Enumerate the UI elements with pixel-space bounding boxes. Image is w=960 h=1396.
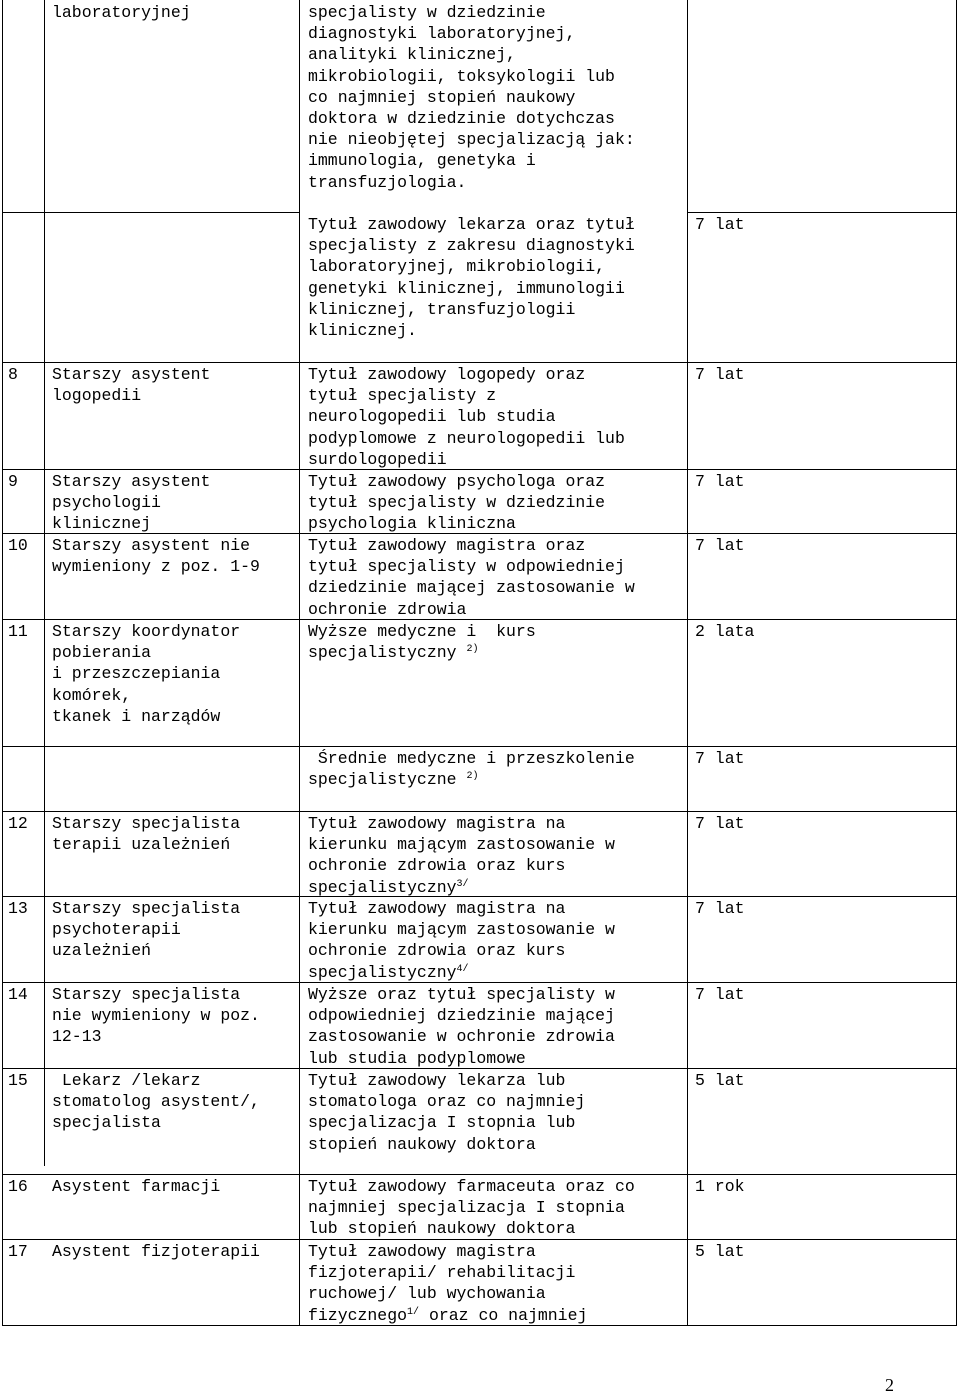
position-cell: Starszy koordynator pobierania i przeszczepiania komórek, tkanek i narządów bbox=[52, 622, 241, 726]
experience-cell: 1 rok bbox=[695, 1177, 745, 1196]
qualification-cell: Tytuł zawodowy magistra fizjoterapii/ rehabilitacji ruchowej/ lub wychowania fizycznego$^{1/}$ oraz co najmniej bbox=[308, 1242, 588, 1325]
experience-cell: 2 lata bbox=[695, 622, 755, 641]
position-cell: Asystent fizjoterapii bbox=[52, 1242, 260, 1261]
row-number: 13 bbox=[8, 899, 28, 918]
qualification-cell: Tytuł zawodowy magistra na kierunku mającym zastosowanie w ochronie zdrowia oraz kurs specjalistyczny$^{4/}$ bbox=[308, 899, 615, 982]
row-number: 10 bbox=[8, 536, 28, 555]
experience-cell: 5 lat bbox=[695, 1071, 745, 1090]
page-number: 2 bbox=[885, 1375, 894, 1395]
position-cell: Starszy asystent psychologii klinicznej bbox=[52, 472, 211, 534]
position-cell: Starszy asystent logopedii bbox=[52, 365, 211, 406]
row-number: 17 bbox=[8, 1242, 28, 1261]
qualification-cell: Wyższe oraz tytuł specjalisty w odpowiedniej dziedzinie mającej zastosowanie w ochronie zdrowia lub studia podyplomowe bbox=[308, 985, 615, 1068]
experience-cell: 5 lat bbox=[695, 1242, 745, 1261]
position-cell: Asystent farmacji bbox=[52, 1177, 221, 1196]
position-cell: Starszy specjalista nie wymieniony w poz. 12-13 bbox=[52, 985, 260, 1047]
qualification-cell: Tytuł zawodowy psychologa oraz tytuł specjalisty w dziedzinie psychologia kliniczna bbox=[308, 472, 606, 534]
qualification-cell: Tytuł zawodowy magistra na kierunku mającym zastosowanie w ochronie zdrowia oraz kurs specjalistyczny$^{3/}$ bbox=[308, 814, 615, 897]
qualification-cell: Wyższe medyczne i kurs specjalistyczny $^{2)}$ bbox=[308, 622, 536, 663]
footnote-ref: 2) bbox=[466, 644, 479, 656]
experience-cell: 7 lat bbox=[695, 814, 745, 833]
experience-cell: 7 lat bbox=[695, 536, 745, 555]
row-border bbox=[2, 746, 957, 747]
row-number: 9 bbox=[8, 472, 18, 491]
qualification-cell: Tytuł zawodowy lekarza lub stomatologa oraz co najmniej specjalizacja I stopnia lub stopień naukowy doktora bbox=[308, 1071, 586, 1154]
row-number: 16 bbox=[8, 1177, 28, 1196]
qualification-cell: Tytuł zawodowy lekarza oraz tytuł specjalisty z zakresu diagnostyki laboratoryjnej, mikrobiologii, genetyki klinicznej, immunologii klinicznej, transfuzjologii klinicznej. bbox=[308, 215, 635, 341]
row-border bbox=[687, 212, 957, 213]
table-border-col1 bbox=[44, 0, 45, 1166]
experience-cell: 7 lat bbox=[695, 215, 745, 234]
row-number: 14 bbox=[8, 985, 28, 1004]
table-border-col2 bbox=[299, 0, 300, 1326]
qualification-cell: Średnie medyczne i przeszkolenie specjalistyczne $^{2)}$ bbox=[308, 749, 635, 790]
row-border bbox=[2, 811, 957, 812]
table-border-right bbox=[956, 0, 957, 1326]
table-border-col3 bbox=[687, 0, 688, 1326]
row-border bbox=[2, 1174, 957, 1175]
qualification-cell: specjalisty w dziedzinie diagnostyki laboratoryjnej, analityki klinicznej, mikrobiologii, toksykologii lub co najmniej stopień naukowy doktora w dziedzinie dotychczas nie nieobjętej specjalizacją jak: immunologia, genetyka i transfuzjologia. bbox=[308, 3, 635, 192]
row-number: 8 bbox=[8, 365, 18, 384]
experience-cell: 7 lat bbox=[695, 472, 745, 491]
footnote-ref: 2) bbox=[466, 771, 479, 783]
footnote-ref: 1/ bbox=[407, 1306, 420, 1318]
row-number: 11 bbox=[8, 622, 28, 641]
position-cell: Lekarz /lekarz stomatolog asystent/, specjalista bbox=[52, 1071, 260, 1133]
experience-cell: 7 lat bbox=[695, 749, 745, 768]
footnote-ref: 3/ bbox=[456, 878, 469, 890]
row-border bbox=[2, 362, 957, 363]
row-number: 15 bbox=[8, 1071, 28, 1090]
row-number: 12 bbox=[8, 814, 28, 833]
position-cell: laboratoryjnej bbox=[52, 3, 191, 22]
table-border-left bbox=[2, 0, 3, 1326]
position-cell: Starszy specjalista psychoterapii uzależnień bbox=[52, 899, 241, 961]
position-cell: Starszy specjalista terapii uzależnień bbox=[52, 814, 241, 855]
row-border bbox=[2, 212, 299, 213]
experience-cell: 7 lat bbox=[695, 985, 745, 1004]
qualification-cell: Tytuł zawodowy logopedy oraz tytuł specjalisty z neurologopedii lub studia podyplomowe z neurologopedii lub surdologopedii bbox=[308, 365, 625, 469]
experience-cell: 7 lat bbox=[695, 899, 745, 918]
qualification-cell: Tytuł zawodowy farmaceuta oraz co najmniej specjalizacja I stopnia lub stopień naukowy doktora bbox=[308, 1177, 635, 1239]
position-cell: Starszy asystent nie wymieniony z poz. 1-9 bbox=[52, 536, 260, 577]
footnote-ref: 4/ bbox=[456, 963, 469, 975]
experience-cell: 7 lat bbox=[695, 365, 745, 384]
qualification-cell: Tytuł zawodowy magistra oraz tytuł specjalisty w odpowiedniej dziedzinie mającej zastosowanie w ochronie zdrowia bbox=[308, 536, 635, 619]
